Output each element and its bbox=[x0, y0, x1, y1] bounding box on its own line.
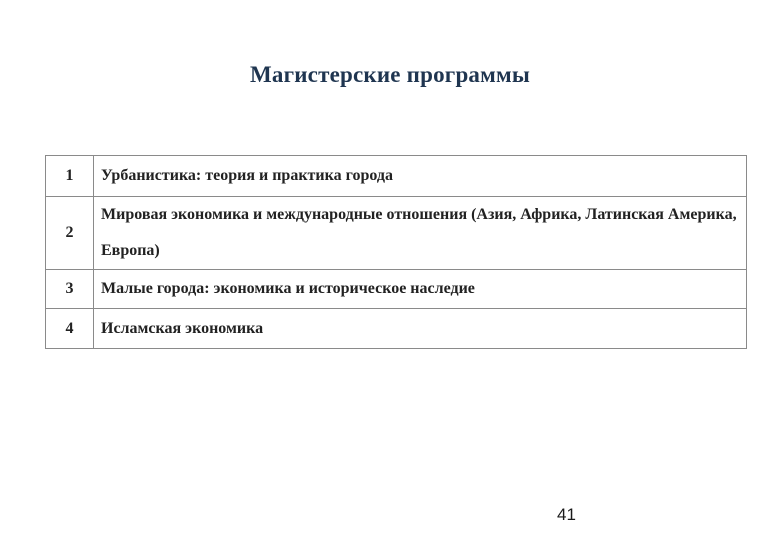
program-number: 3 bbox=[46, 270, 94, 309]
table-row bbox=[46, 197, 747, 270]
program-name: Малые города: экономика и историческое наследие bbox=[94, 270, 747, 309]
page-title: Магистерские программы bbox=[249, 62, 531, 87]
program-number: 1 bbox=[46, 156, 94, 197]
program-number: 2 bbox=[46, 197, 94, 270]
program-name: Исламская экономика bbox=[94, 309, 747, 349]
table-row bbox=[46, 309, 747, 349]
program-number: 4 bbox=[46, 309, 94, 349]
programs-table bbox=[45, 155, 747, 349]
program-name: Урбанистика: теория и практика города bbox=[94, 156, 747, 197]
program-name: Мировая экономика и международные отношения (Азия, Африка, Латинская Америка, Европа) bbox=[94, 197, 747, 270]
table-row bbox=[46, 270, 747, 309]
page-number: 41 bbox=[557, 505, 576, 524]
table-row bbox=[46, 156, 747, 197]
